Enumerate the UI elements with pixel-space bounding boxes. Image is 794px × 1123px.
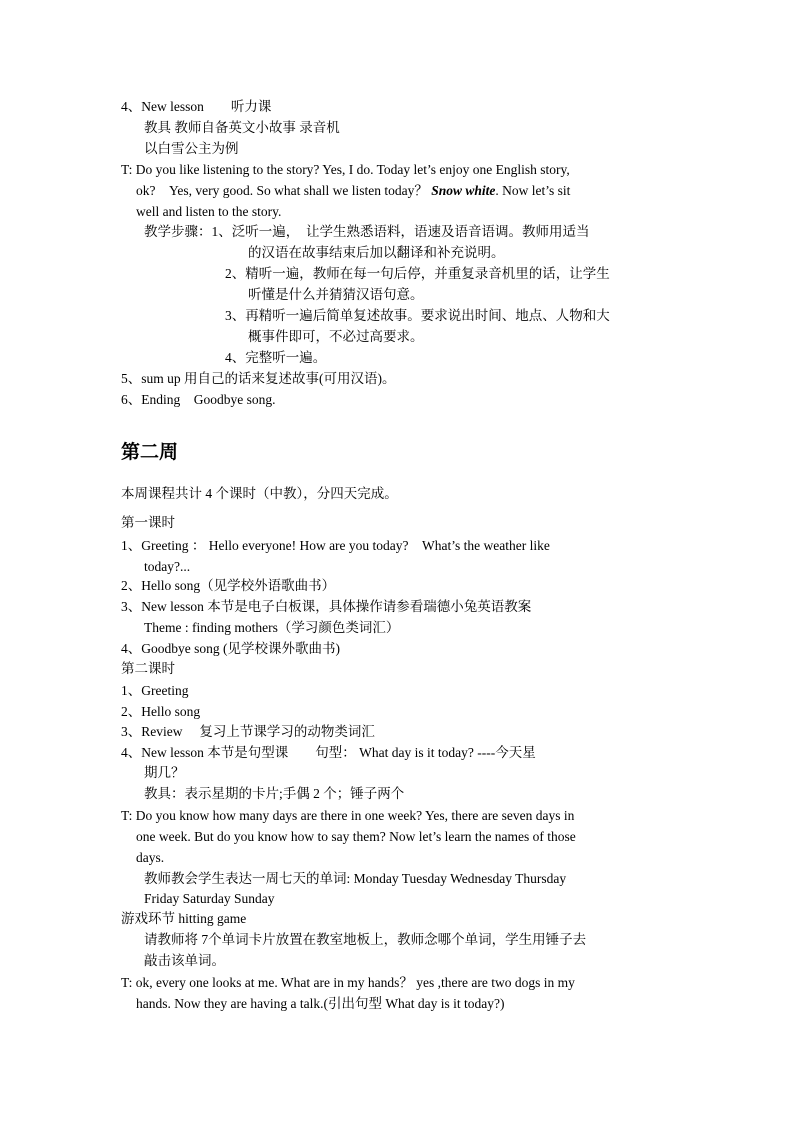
story-title: Snow white bbox=[431, 183, 496, 198]
text-line: 4、New lesson 听力课 bbox=[121, 99, 272, 114]
text-line: hands. Now they are having a talk.(引出句型 What day is it today?) bbox=[136, 996, 505, 1011]
text-line: 教具 教师自备英文小故事 录音机 bbox=[144, 120, 340, 135]
text-line: 第二课时 bbox=[121, 661, 175, 676]
section-heading: 第二周 bbox=[121, 442, 179, 463]
text-line: 请教师将 7个单词卡片放置在教室地板上，教师念哪个单词，学生用锤子去 bbox=[144, 932, 587, 947]
text-line: 本周课程共计 4 个课时（中教），分四天完成。 bbox=[121, 486, 398, 501]
text-line: one week. But do you know how to say them? Now let’s learn the names of those bbox=[136, 829, 576, 844]
text-segment: . Now let’s sit bbox=[495, 183, 571, 198]
text-line: 3、Review 复习上节课学习的动物类词汇 bbox=[121, 724, 375, 739]
text-line: 游戏环节 hitting game bbox=[121, 911, 247, 926]
text-line: 4、完整听一遍。 bbox=[225, 350, 327, 365]
text-line: 期几？ bbox=[144, 765, 185, 780]
text-line: T: Do you like listening to the story? Yes, I do. Today let’s enjoy one English story, bbox=[121, 162, 570, 177]
text-line: 的汉语在故事结束后加以翻译和补充说明。 bbox=[248, 245, 505, 260]
text-line: 教师教会学生表达一周七天的单词: Monday Tuesday Wednesday Thursday bbox=[144, 871, 567, 886]
text-line: days. bbox=[136, 850, 165, 865]
text-line: 6、Ending Goodbye song. bbox=[121, 392, 276, 407]
text-line: 4、New lesson 本节是句型课 句型： What day is it today? ----今天星 bbox=[121, 745, 536, 760]
text-line: 1、Greeting bbox=[121, 683, 189, 698]
text-line: 2、Hello song bbox=[121, 704, 201, 719]
text-line: 5、sum up 用自己的话来复述故事(可用汉语)。 bbox=[121, 371, 396, 386]
text-line: today?... bbox=[144, 559, 191, 574]
text-line: 教学步骤：1、泛听一遍， 让学生熟悉语料，语速及语音语调。教师用适当 bbox=[144, 224, 590, 239]
text-line: 以白雪公主为例 bbox=[144, 141, 239, 156]
text-line: 第一课时 bbox=[121, 515, 175, 530]
text-line: 3、再精听一遍后简单复述故事。要求说出时间、地点、人物和大 bbox=[225, 308, 610, 323]
text-line bbox=[136, 181, 570, 201]
text-line: 3、New lesson 本节是电子白板课，具体操作请参看瑞德小兔英语教案 bbox=[121, 599, 532, 614]
text-line: 听懂是什么并猜猜汉语句意。 bbox=[248, 287, 424, 302]
text-segment: ok? Yes, very good. So what shall we listen today？ bbox=[136, 183, 428, 198]
text-line: 敲击该单词。 bbox=[144, 953, 225, 968]
text-line: 2、精听一遍，教师在每一句后停，并重复录音机里的话，让学生 bbox=[225, 266, 610, 281]
text-line: 概事件即可，不必过高要求。 bbox=[248, 329, 424, 344]
text-line: Friday Saturday Sunday bbox=[144, 891, 275, 906]
text-line: T: Do you know how many days are there in one week? Yes, there are seven days in bbox=[121, 808, 575, 823]
text-line: well and listen to the story. bbox=[136, 204, 282, 219]
text-line: 2、Hello song（见学校外语歌曲书） bbox=[121, 578, 336, 593]
text-line: T: ok, every one looks at me. What are in my hands？ yes ,there are two dogs in my bbox=[121, 975, 575, 990]
text-line: 1、Greeting ： Hello everyone! How are you today? What’s the weather like bbox=[121, 538, 550, 553]
text-line: Theme : finding mothers（学习颜色类词汇） bbox=[144, 620, 400, 635]
text-line: 教具：表示星期的卡片;手偶 2 个；锤子两个 bbox=[144, 786, 405, 801]
text-line: 4、Goodbye song (见学校课外歌曲书) bbox=[121, 641, 340, 656]
